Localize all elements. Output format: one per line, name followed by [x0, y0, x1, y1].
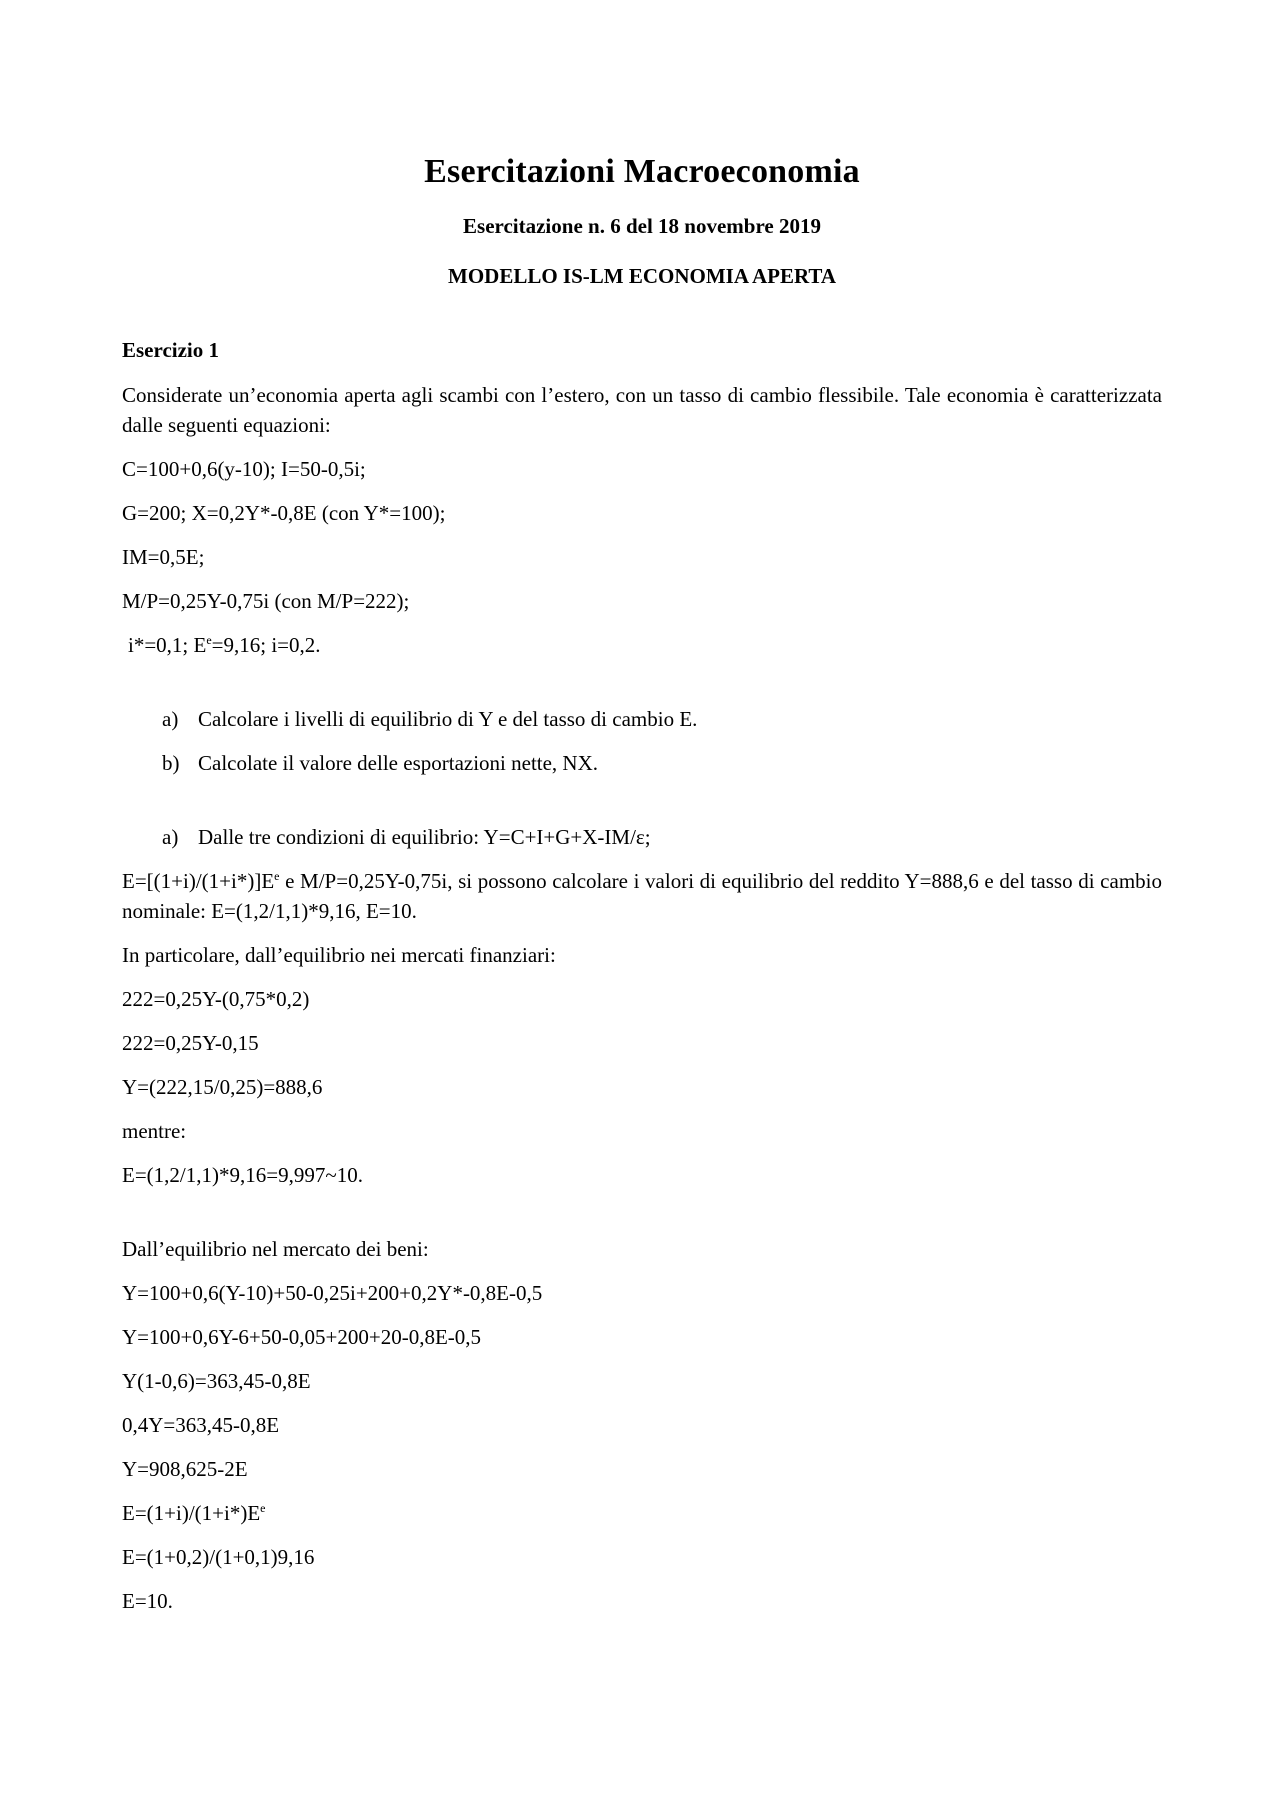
financial-step: E=(1,2/1,1)*9,16=9,997~10.: [122, 1162, 363, 1187]
section-title: MODELLO IS-LM ECONOMIA APERTA: [448, 264, 836, 289]
spacer: [122, 1204, 1162, 1234]
financial-step: Y=(222,15/0,25)=888,6: [122, 1074, 323, 1099]
answer-paragraph-prefix: E=[(1+i)/(1+i*)]E: [122, 868, 275, 893]
goods-step: Y=100+0,6(Y-10)+50-0,25i+200+0,2Y*-0,8E-0,5: [122, 1280, 543, 1305]
parameters-line: [122, 630, 1162, 660]
equation-line: M/P=0,25Y-0,75i (con M/P=222);: [122, 588, 410, 613]
list-item: [122, 704, 1162, 734]
goods-step: Y(1-0,6)=363,45-0,8E: [122, 1368, 311, 1393]
document-subtitle: Esercitazione n. 6 del 18 novembre 2019: [463, 213, 821, 238]
list-item: [122, 822, 1162, 852]
list-marker: b): [162, 750, 180, 775]
exchange-formula: [122, 1498, 1162, 1528]
goods-intro: Dall’equilibrio nel mercato dei beni:: [122, 1236, 429, 1261]
goods-step: 0,4Y=363,45-0,8E: [122, 1412, 280, 1437]
answer-list: [122, 822, 1162, 852]
financial-step: 222=0,25Y-0,15: [122, 1030, 259, 1055]
financial-step: mentre:: [122, 1118, 187, 1143]
spacer: [122, 674, 1162, 704]
goods-step: Y=100+0,6Y-6+50-0,05+200+20-0,8E-0,5: [122, 1324, 482, 1349]
answer-first-line: Dalle tre condizioni di equilibrio: Y=C+I+G+X-IM/ε;: [198, 824, 651, 849]
spacer: [122, 792, 1162, 822]
list-marker: a): [162, 706, 179, 731]
parameters-suffix: =9,16; i=0,2.: [211, 632, 321, 657]
equation-line: G=200; X=0,2Y*-0,8E (con Y*=100);: [122, 500, 446, 525]
answer-paragraph-superscript: e: [274, 868, 280, 883]
question-text: Calcolate il valore delle esportazioni nette, NX.: [198, 750, 599, 775]
exchange-superscript: e: [260, 1500, 266, 1515]
answer-paragraph: [122, 866, 1162, 926]
parameters-prefix: i*=0,1; E: [128, 632, 207, 657]
question-text: Calcolare i livelli di equilibrio di Y e del tasso di cambio E.: [198, 706, 698, 731]
exchange-step: E=(1+0,2)/(1+0,1)9,16: [122, 1544, 315, 1569]
document-title: Esercitazioni Macroeconomia: [424, 153, 860, 190]
equation-line: IM=0,5E;: [122, 544, 205, 569]
financial-step: 222=0,25Y-(0,75*0,2): [122, 986, 310, 1011]
equation-line: C=100+0,6(y-10); I=50-0,5i;: [122, 456, 366, 481]
question-list: [122, 704, 1162, 778]
financial-intro: In particolare, dall’equilibrio nei mercati finanziari:: [122, 942, 556, 967]
document-content: [122, 152, 1162, 1630]
exchange-step: E=10.: [122, 1588, 173, 1613]
exchange-prefix: E=(1+i)/(1+i*)E: [122, 1500, 261, 1525]
exercise-intro: Considerate un’economia aperta agli scambi con l’estero, con un tasso di cambio flessibile. Tale economia è caratterizzata dalle seguenti equazioni:: [122, 382, 1162, 437]
parameters-superscript: e: [206, 632, 212, 647]
answer-paragraph-suffix: e M/P=0,25Y-0,75i, si possono calcolare i valori di equilibrio del reddito Y=888,6 e del tasso di cambio nominale: E=(1,2/1,1)*9,16, E=10.: [122, 868, 1162, 923]
goods-step: Y=908,625-2E: [122, 1456, 248, 1481]
list-item: [122, 748, 1162, 778]
list-marker: a): [162, 824, 179, 849]
exercise-title: Esercizio 1: [122, 338, 220, 363]
